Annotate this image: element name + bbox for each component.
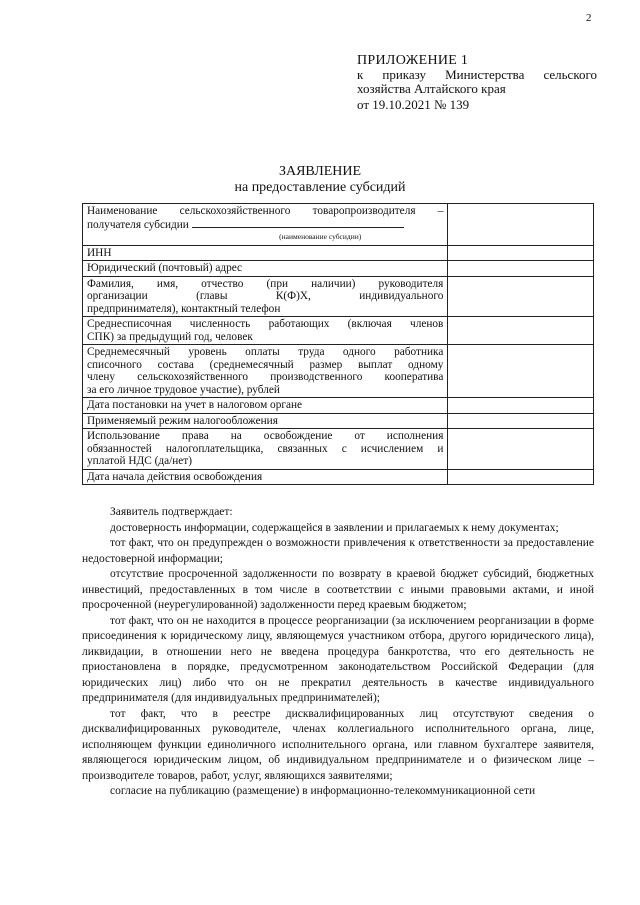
table-row [83, 204, 594, 246]
appendix-header [357, 54, 597, 112]
confirmation-lead: Заявитель подтверждает: [110, 506, 233, 518]
appendix-title: ПРИЛОЖЕНИЕ 1 [357, 53, 469, 68]
row-applicant-name-label [83, 204, 448, 246]
row-inn-label: ИНН [83, 245, 448, 261]
row-vat-value[interactable] [448, 429, 594, 470]
row-head-line2: организации (главы К(Ф)Х, индивидуального [87, 290, 444, 302]
table-row [83, 413, 594, 429]
row-inn-value[interactable] [448, 245, 594, 261]
confirmation-section [82, 505, 594, 800]
row-address-label: Юридический (почтовый) адрес [83, 261, 448, 277]
row-exempt-date-value[interactable] [448, 469, 594, 485]
row-salary-line4: за его личное трудовое участие), рублей [87, 383, 280, 396]
row-staff-label [83, 317, 448, 345]
subsidy-name-blank[interactable] [192, 218, 404, 228]
table-row [83, 469, 594, 485]
application-form-table [82, 203, 594, 485]
row-salary-line1: Среднемесячный уровень оплаты труда одного работника [87, 346, 444, 358]
row-tax-date-value[interactable] [448, 398, 594, 414]
appendix-ministry-line: хозяйства Алтайского края [357, 81, 506, 96]
row-applicant-name-value[interactable] [448, 204, 594, 246]
confirmation-item: тот факт, что он предупрежден о возможности привлечения к ответственности за предоставление недостоверной информации; [82, 537, 594, 565]
row-applicant-name-line2 [87, 218, 443, 232]
row-tax-regime-value[interactable] [448, 413, 594, 429]
row-tax-regime-label: Применяемый режим налогообложения [83, 413, 448, 429]
row-vat-line1: Использование права на освобождение от исполнения [87, 430, 444, 442]
table-row [83, 398, 594, 414]
row-head-label [83, 276, 448, 317]
table-row [83, 317, 594, 345]
confirmation-item: отсутствие просроченной задолженности по возврату в краевой бюджет субсидий, бюджетных инвестиций, предоставленных в том числе в соответствии с иными правовыми актами, и иной просроченной (неурегулированной) задолженности перед краевым бюджетом; [82, 568, 594, 611]
row-staff-line1: Среднесписочная численность работающих (включая членов [87, 318, 444, 330]
confirmation-item: достоверность информации, содержащейся в заявлении и прилагаемых к нему документах; [110, 521, 559, 534]
confirmation-item: тот факт, что он не находится в процессе реорганизации (за исключением реорганизации в форме присоединения к юридическому лицу, являющемуся участником отбора, другого юридического лица), ликвидации, в отношении него не введена процедура банкротства, что его деятельность не приостановлена в порядке, предусмотренном законодательством Российской Федерации (для юридических лиц) либо что он не прекратил деятельность в качестве индивидуального предпринимателя (для индивидуальных предпринимателей); [82, 614, 594, 704]
row-staff-line2: СПК) за предыдущий год, человек [87, 330, 253, 343]
row-applicant-name-line1: Наименование сельскохозяйственного товаропроизводителя – [87, 205, 444, 217]
row-tax-date-label: Дата постановки на учет в налоговом органе [83, 398, 448, 414]
row-salary-value[interactable] [448, 345, 594, 398]
confirmation-item: тот факт, что в реестре дисквалифицированных лиц отсутствуют сведения о дисквалифицированных руководителе, членах коллегиального исполнительного органа, лице, исполняющем функции единоличного исполнительного органа, или главном бухгалтере заявителя, являющегося юридическим лицом, об индивидуальном предпринимателе и о физическом лице – производителе товаров, работ, услуг, являющихся заявителями; [82, 707, 594, 782]
appendix-date-line: от 19.10.2021 № 139 [357, 97, 470, 112]
row-head-line1: Фамилия, имя, отчество (при наличии) руководителя [87, 277, 444, 290]
document-title [0, 164, 640, 196]
table-row [83, 276, 594, 317]
row-address-value[interactable] [448, 261, 594, 277]
row-head-line3: предпринимателя), контактный телефон [87, 302, 281, 315]
row-vat-label [83, 429, 448, 470]
row-staff-value[interactable] [448, 317, 594, 345]
row-exempt-date-label: Дата начала действия освобождения [83, 469, 448, 485]
confirmation-item: согласие на публикацию (размещение) в информационно-телекоммуникационной сети [110, 785, 536, 797]
table-row [83, 345, 594, 398]
title-sub: на предоставление субсидий [234, 180, 406, 195]
row-head-value[interactable] [448, 276, 594, 317]
table-row [83, 245, 594, 261]
row-salary-label [83, 345, 448, 398]
row-applicant-name-prefix: получателя субсидии [87, 218, 189, 231]
page-number: 2 [586, 12, 592, 24]
row-salary-line3: члену сельскохозяйственного производственного кооператива [87, 371, 444, 383]
title-main: ЗАЯВЛЕНИЕ [278, 164, 362, 179]
appendix-order-line: к приказу Министерства сельского [357, 67, 597, 82]
table-row [83, 429, 594, 470]
subsidy-name-caption: (наименование субсидии) [279, 232, 362, 241]
row-salary-line2: списочного состава (среднемесячный размер выплат одному [87, 358, 444, 371]
row-vat-line3: уплатой НДС (да/нет) [87, 455, 193, 467]
row-vat-line2: обязанностей налогоплательщика, связанных с исчислением и [87, 442, 444, 455]
table-row [83, 261, 594, 277]
